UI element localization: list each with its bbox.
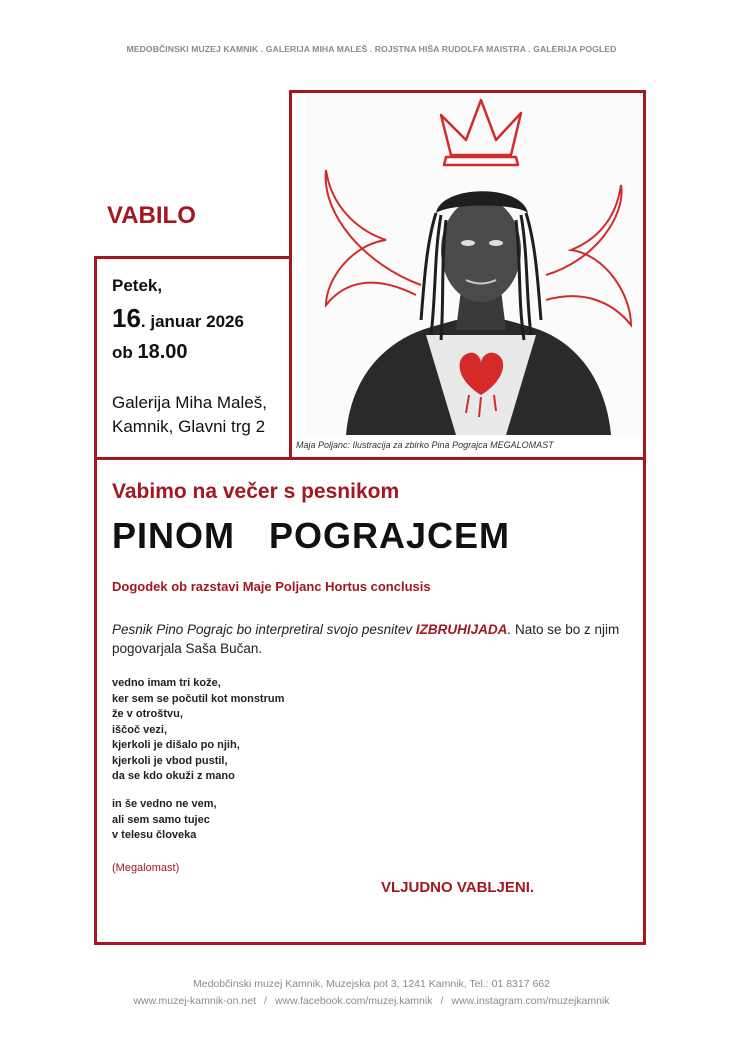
right-wing-drawing	[546, 185, 631, 325]
invitation-title: VABILO	[107, 202, 196, 229]
intro-paragraph	[112, 620, 632, 658]
intro-text-1: Pesnik Pino Pograjc bo interpretiral svojo pesnitev	[112, 622, 416, 637]
website-link[interactable]: www.muzej-kamnik-on.net	[133, 995, 256, 1007]
left-wing-drawing	[326, 170, 421, 305]
event-time-prefix: ob	[112, 343, 138, 362]
poem-line: ker sem se počutil kot monstrum	[112, 692, 285, 705]
poem-line: kjerkoli je vbod pustil,	[112, 754, 228, 767]
event-time-value: 18.00	[137, 341, 188, 363]
poem-line: že v otroštvu,	[112, 708, 183, 720]
crown-drawing	[441, 100, 521, 165]
poem-line: iščoč vezi,	[112, 723, 168, 736]
footer-separator: /	[264, 995, 267, 1007]
institutions-banner: MEDOBČINSKI MUZEJ KAMNIK . GALERIJA MIHA MALEŠ . ROJSTNA HIŠA RUDOLFA MAISTRA . GALERIJA POGLED	[126, 44, 617, 54]
closing-line: VLJUDNO VABLJENI.	[381, 879, 535, 896]
poem-line: in še vedno ne vem,	[112, 798, 217, 810]
event-date	[112, 303, 244, 334]
illustration-image	[306, 95, 642, 435]
venue-line-1: Galerija Miha Maleš,	[112, 393, 267, 412]
poem-line: v telesu človeka	[112, 829, 197, 841]
instagram-link[interactable]: www.instagram.com/muzejkamnik	[451, 995, 610, 1007]
poem-line: vedno imam tri kože,	[112, 677, 221, 689]
invite-headline: Vabimo na večer s pesnikom	[112, 480, 400, 503]
event-date-day: 16	[112, 303, 141, 333]
event-venue	[112, 391, 267, 439]
footer-links	[0, 995, 743, 1007]
face-drawing	[441, 198, 521, 302]
poem-source: (Megalomast)	[112, 862, 180, 874]
intro-text-3: Nato se bo z njim pogovarjala Saša Bučan.	[112, 622, 620, 656]
poet-illustration	[306, 95, 642, 435]
footer-address: Medobčinski muzej Kamnik, Muzejska pot 3, 1241 Kamnik, Tel.: 01 8317 662	[193, 978, 550, 990]
poet-name: PINOM POGRAJCEM	[112, 515, 511, 556]
event-description: Dogodek ob razstavi Maje Poljanc Hortus conclusis	[112, 579, 431, 594]
poem-stanza-1	[112, 676, 284, 785]
poem-line: kjerkoli je dišalo po njih,	[112, 739, 240, 751]
poem-line: da se kdo okuži z mano	[112, 770, 235, 782]
event-day: Petek,	[112, 276, 163, 295]
facebook-link[interactable]: www.facebook.com/muzej.kamnik	[274, 995, 433, 1007]
event-time	[112, 341, 188, 364]
poem-line: ali sem samo tujec	[112, 813, 210, 826]
illustration-caption: Maja Poljanc: Ilustracija za zbirko Pina Pograjca MEGALOMAST	[296, 440, 554, 450]
venue-line-2: Kamnik, Glavni trg 2	[112, 417, 266, 436]
event-date-month-year: . januar 2026	[140, 312, 244, 331]
footer-separator: /	[440, 995, 444, 1007]
work-title: IZBRUHIJADA	[415, 622, 508, 637]
poem-stanza-2	[112, 797, 217, 844]
intro-text-2: .	[507, 622, 512, 637]
